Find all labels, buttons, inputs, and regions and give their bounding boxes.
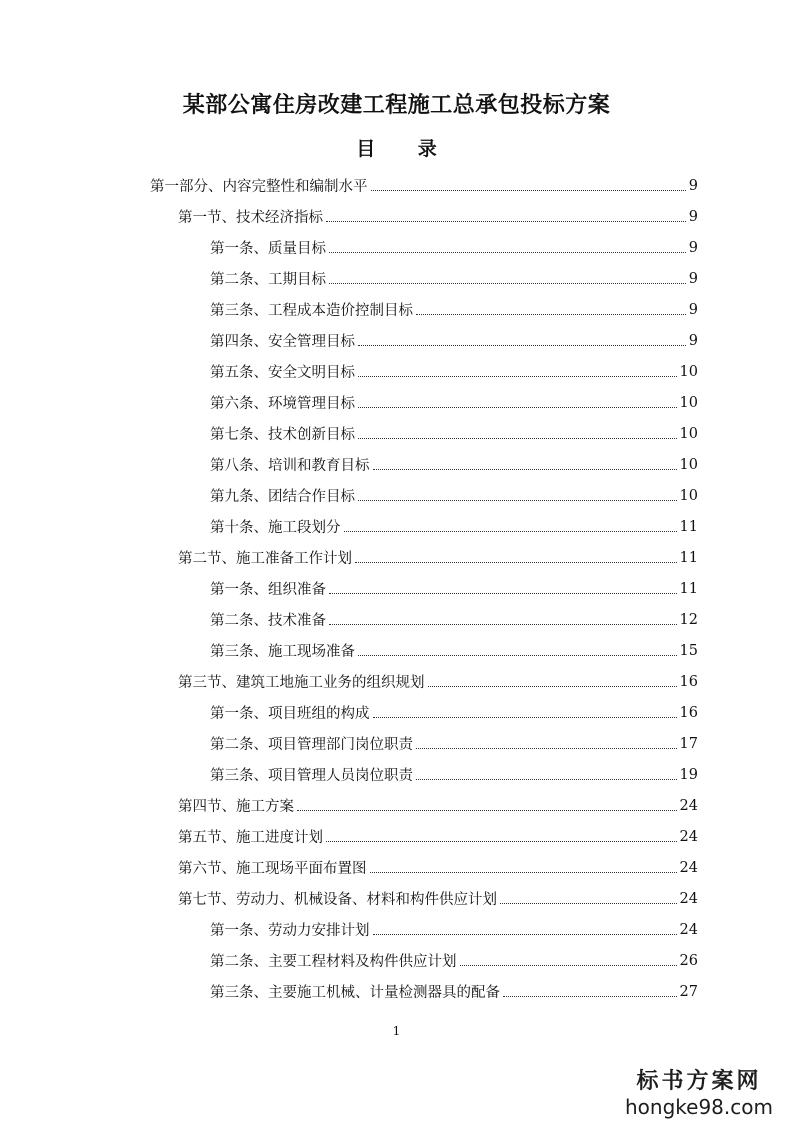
toc-dot-leader	[371, 190, 686, 191]
toc-entry-page: 12	[679, 611, 698, 628]
toc-entry-page: 10	[679, 425, 698, 442]
toc-dot-leader	[358, 438, 677, 439]
toc-entry-page: 24	[679, 797, 698, 814]
toc-entry-page: 24	[679, 828, 698, 845]
toc-dot-leader	[344, 531, 677, 532]
toc-entry[interactable]	[150, 790, 698, 821]
toc-entry[interactable]	[150, 418, 698, 449]
toc-dot-leader	[355, 562, 677, 563]
document-title: 某部公寓住房改建工程施工总承包投标方案	[182, 92, 611, 118]
toc-dot-leader	[373, 717, 677, 718]
toc-entry[interactable]	[150, 325, 698, 356]
toc-dot-leader	[358, 500, 677, 501]
toc-dot-leader	[416, 748, 677, 749]
toc-entry[interactable]	[150, 170, 698, 201]
table-of-contents	[150, 170, 698, 1007]
toc-entry[interactable]	[150, 356, 698, 387]
page-number: 1	[392, 1024, 401, 1038]
toc-entry-page: 24	[679, 890, 698, 907]
toc-entry-page: 24	[679, 921, 698, 938]
toc-entry-label: 第一条、质量目标	[210, 241, 326, 257]
toc-entry-label: 第八条、培训和教育目标	[210, 458, 370, 474]
toc-dot-leader	[416, 779, 677, 780]
toc-entry-label: 第二条、项目管理部门岗位职责	[210, 737, 413, 753]
toc-entry-label: 第二节、施工准备工作计划	[178, 551, 352, 567]
toc-entry[interactable]	[150, 728, 698, 759]
toc-entry-page: 10	[679, 363, 698, 380]
toc-dot-leader	[358, 655, 677, 656]
toc-entry-page: 9	[688, 332, 698, 349]
toc-dot-leader	[416, 314, 686, 315]
toc-entry-label: 第二条、主要工程材料及构件供应计划	[210, 954, 457, 970]
toc-entry-label: 第三节、建筑工地施工业务的组织规划	[178, 675, 425, 691]
toc-entry-label: 第一条、组织准备	[210, 582, 326, 598]
toc-entry-page: 27	[679, 983, 698, 1000]
toc-entry-label: 第三条、项目管理人员岗位职责	[210, 768, 413, 784]
toc-dot-leader	[329, 252, 686, 253]
toc-dot-leader	[503, 996, 677, 997]
watermark-url: hongke98.com	[625, 1095, 773, 1119]
watermark	[619, 1068, 779, 1120]
toc-entry-page: 17	[679, 735, 698, 752]
toc-entry[interactable]	[150, 697, 698, 728]
toc-dot-leader	[358, 407, 677, 408]
toc-dot-leader	[500, 903, 677, 904]
toc-entry-label: 第二条、技术准备	[210, 613, 326, 629]
toc-entry-label: 第五节、施工进度计划	[178, 830, 323, 846]
toc-entry[interactable]	[150, 542, 698, 573]
toc-entry[interactable]	[150, 511, 698, 542]
toc-dot-leader	[373, 934, 677, 935]
toc-entry[interactable]	[150, 232, 698, 263]
toc-dot-leader	[329, 624, 677, 625]
toc-entry-page: 16	[679, 673, 698, 690]
toc-entry-page: 9	[688, 239, 698, 256]
toc-entry-page: 15	[679, 642, 698, 659]
toc-entry[interactable]	[150, 852, 698, 883]
toc-entry-label: 第七节、劳动力、机械设备、材料和构件供应计划	[178, 892, 497, 908]
toc-entry[interactable]	[150, 480, 698, 511]
toc-entry-page: 24	[679, 859, 698, 876]
toc-entry-label: 第一条、劳动力安排计划	[210, 923, 370, 939]
toc-heading: 目 录	[356, 138, 455, 160]
toc-entry-page: 9	[688, 301, 698, 318]
watermark-title: 标书方案网	[636, 1068, 762, 1094]
toc-entry-label: 第三条、工程成本造价控制目标	[210, 303, 413, 319]
toc-entry-label: 第三条、主要施工机械、计量检测器具的配备	[210, 985, 500, 1001]
toc-entry-page: 11	[679, 549, 698, 566]
toc-entry-label: 第一部分、内容完整性和编制水平	[150, 179, 368, 195]
toc-entry-label: 第一节、技术经济指标	[178, 210, 323, 226]
toc-entry-page: 19	[679, 766, 698, 783]
toc-entry[interactable]	[150, 821, 698, 852]
toc-entry-label: 第二条、工期目标	[210, 272, 326, 288]
toc-dot-leader	[326, 841, 677, 842]
toc-entry[interactable]	[150, 666, 698, 697]
toc-entry[interactable]	[150, 914, 698, 945]
toc-entry-page: 10	[679, 487, 698, 504]
toc-entry-label: 第七条、技术创新目标	[210, 427, 355, 443]
toc-entry-page: 26	[679, 952, 698, 969]
toc-entry-label: 第九条、团结合作目标	[210, 489, 355, 505]
toc-entry[interactable]	[150, 945, 698, 976]
toc-dot-leader	[460, 965, 677, 966]
toc-dot-leader	[358, 376, 677, 377]
toc-entry-label: 第四节、施工方案	[178, 799, 294, 815]
toc-entry-page: 11	[679, 580, 698, 597]
toc-entry-page: 10	[679, 456, 698, 473]
toc-entry-label: 第六条、环境管理目标	[210, 396, 355, 412]
toc-entry-page: 9	[688, 208, 698, 225]
toc-entry[interactable]	[150, 883, 698, 914]
toc-entry-label: 第五条、安全文明目标	[210, 365, 355, 381]
toc-entry-page: 10	[679, 394, 698, 411]
toc-entry-label: 第三条、施工现场准备	[210, 644, 355, 660]
toc-entry-label: 第一条、项目班组的构成	[210, 706, 370, 722]
toc-dot-leader	[373, 469, 677, 470]
toc-entry[interactable]	[150, 573, 698, 604]
toc-entry-page: 11	[679, 518, 698, 535]
toc-dot-leader	[297, 810, 677, 811]
toc-entry[interactable]	[150, 449, 698, 480]
toc-entry[interactable]	[150, 976, 698, 1007]
toc-entry-label: 第十条、施工段划分	[210, 520, 341, 536]
toc-entry[interactable]	[150, 294, 698, 325]
toc-dot-leader	[329, 593, 677, 594]
toc-entry-page: 9	[688, 177, 698, 194]
toc-dot-leader	[326, 221, 686, 222]
toc-dot-leader	[329, 283, 686, 284]
toc-entry[interactable]	[150, 635, 698, 666]
toc-entry[interactable]	[150, 263, 698, 294]
toc-dot-leader	[370, 872, 677, 873]
toc-entry[interactable]	[150, 759, 698, 790]
toc-entry[interactable]	[150, 604, 698, 635]
toc-entry-label: 第六节、施工现场平面布置图	[178, 861, 367, 877]
toc-entry-page: 9	[688, 270, 698, 287]
toc-entry[interactable]	[150, 201, 698, 232]
toc-entry[interactable]	[150, 387, 698, 418]
toc-dot-leader	[358, 345, 686, 346]
toc-entry-page: 16	[679, 704, 698, 721]
toc-entry-label: 第四条、安全管理目标	[210, 334, 355, 350]
toc-dot-leader	[428, 686, 677, 687]
